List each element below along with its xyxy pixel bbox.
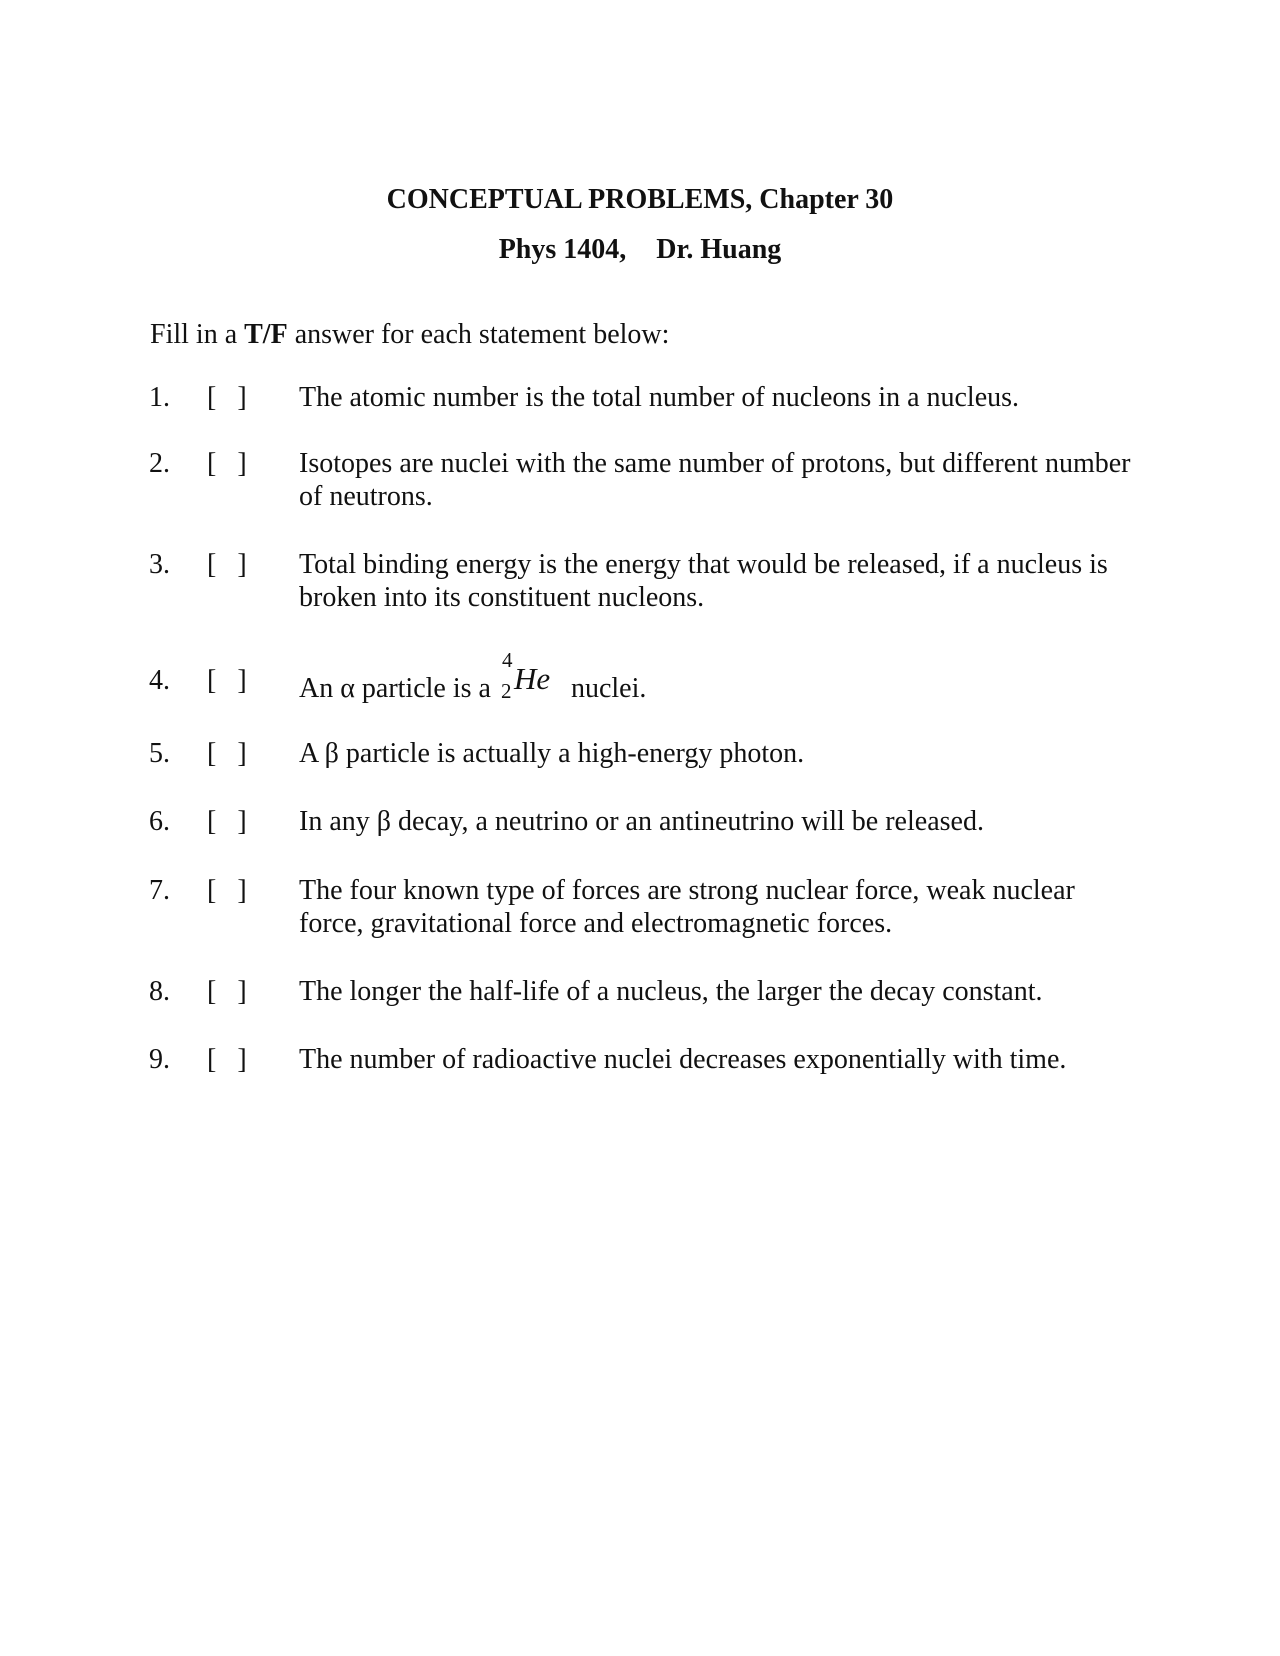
course-name: Phys 1404, xyxy=(498,234,627,265)
question-text-after: nuclei. xyxy=(570,673,647,704)
course-line xyxy=(0,233,1280,267)
answer-box[interactable]: [ ] xyxy=(207,448,247,479)
instructions xyxy=(150,318,669,352)
answer-box[interactable]: [ ] xyxy=(207,382,247,413)
helium-nuclide xyxy=(498,648,564,703)
question-number: 6. xyxy=(149,806,170,837)
question-number: 7. xyxy=(149,875,170,906)
question-number: 5. xyxy=(149,738,170,769)
question-text: The four known type of forces are strong nuclear force, weak nuclear force, gravitational force and electromagnetic forces. xyxy=(299,875,1075,939)
page-title: CONCEPTUAL PROBLEMS, Chapter 30 xyxy=(386,184,894,215)
question-text: A β particle is actually a high-energy photon. xyxy=(299,738,805,769)
mass-number: 4 xyxy=(501,648,513,672)
question-text: In any β decay, a neutrino or an antineutrino will be released. xyxy=(299,806,984,837)
answer-box[interactable]: [ ] xyxy=(207,806,247,837)
question-number: 9. xyxy=(149,1044,170,1075)
question-text: The number of radioactive nuclei decreases exponentially with time. xyxy=(299,1044,1067,1075)
answer-box[interactable]: [ ] xyxy=(207,976,247,1007)
instructions-emphasis: T/F xyxy=(244,319,288,350)
atomic-number: 2 xyxy=(500,679,512,703)
answer-box[interactable]: [ ] xyxy=(207,1044,247,1075)
element-symbol: He xyxy=(513,661,551,696)
question-number: 1. xyxy=(149,382,170,413)
answer-box[interactable]: [ ] xyxy=(207,665,247,696)
answer-box[interactable]: [ ] xyxy=(207,875,247,906)
question-text: The atomic number is the total number of nucleons in a nucleus. xyxy=(299,382,1020,413)
question-text xyxy=(299,648,1139,705)
answer-box[interactable]: [ ] xyxy=(207,549,247,580)
instructor-name: Dr. Huang xyxy=(656,234,782,265)
question-text-before: An α particle is a xyxy=(299,673,491,704)
question-text: Isotopes are nuclei with the same number of protons, but different number of neutrons. xyxy=(299,448,1131,512)
question-number: 8. xyxy=(149,976,170,1007)
question-number: 3. xyxy=(149,549,170,580)
instructions-suffix: answer for each statement below: xyxy=(294,319,670,350)
answer-box[interactable]: [ ] xyxy=(207,738,247,769)
question-text: The longer the half-life of a nucleus, the larger the decay constant. xyxy=(299,976,1043,1007)
question-number: 4. xyxy=(149,665,170,696)
question-number: 2. xyxy=(149,448,170,479)
question-text: Total binding energy is the energy that would be released, if a nucleus is broken into its constituent nucleons. xyxy=(299,549,1108,613)
instructions-prefix: Fill in a xyxy=(150,319,238,350)
